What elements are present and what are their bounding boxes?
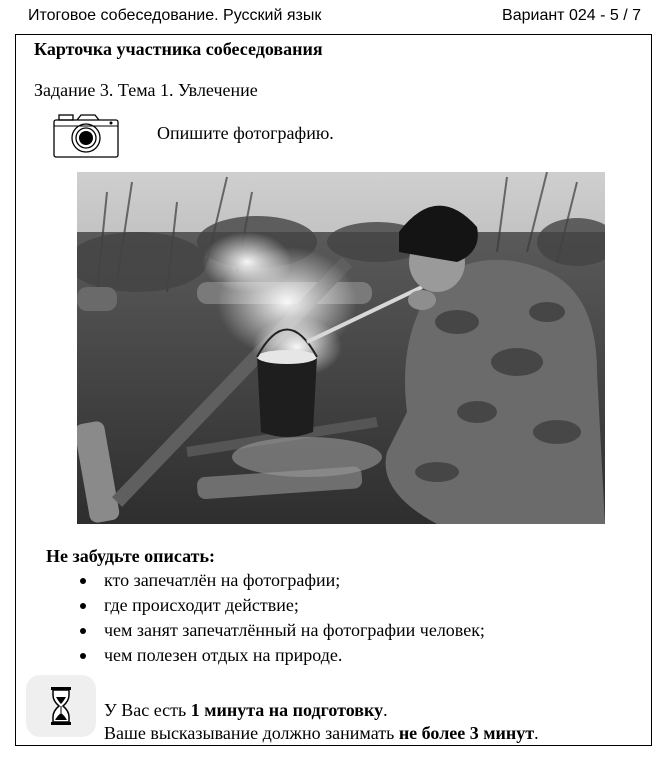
list-item-text: кто запечатлён на фотографии; (104, 570, 341, 590)
participant-card (15, 34, 652, 746)
list-item (76, 643, 485, 668)
time-note-line-1: У Вас есть 1 минута на подготовку. (104, 700, 388, 720)
bullet-icon (80, 653, 86, 659)
camera-icon (53, 113, 119, 159)
task-heading: Задание 3. Тема 1. Увлечение (34, 80, 258, 100)
checklist (76, 568, 485, 668)
list-item-text: чем полезен отдых на природе. (104, 645, 343, 665)
bullet-icon (80, 603, 86, 609)
prep-time: 1 минута на подготовку (190, 700, 384, 720)
page-header (0, 0, 667, 34)
answer-time: не более 3 минут (398, 723, 535, 743)
list-item (76, 618, 485, 643)
list-item (76, 593, 485, 618)
time-note-line-2: Ваше высказывание должно занимать не более 3 минут. (104, 723, 539, 743)
hourglass-icon (26, 675, 96, 737)
task-photo (77, 172, 605, 524)
exam-title: Итоговое собеседование. Русский язык (28, 7, 322, 24)
list-item (76, 568, 485, 593)
card-title: Карточка участника собеседования (34, 39, 323, 59)
reminder-heading: Не забудьте описать: (46, 546, 216, 566)
variant-label: Вариант 024 - 5 / 7 (502, 7, 641, 24)
bullet-icon (80, 628, 86, 634)
list-item-text: чем занят запечатлённый на фотографии человек; (104, 620, 485, 640)
list-item-text: где происходит действие; (104, 595, 299, 615)
instruction-text: Опишите фотографию. (157, 123, 334, 143)
bullet-icon (80, 578, 86, 584)
